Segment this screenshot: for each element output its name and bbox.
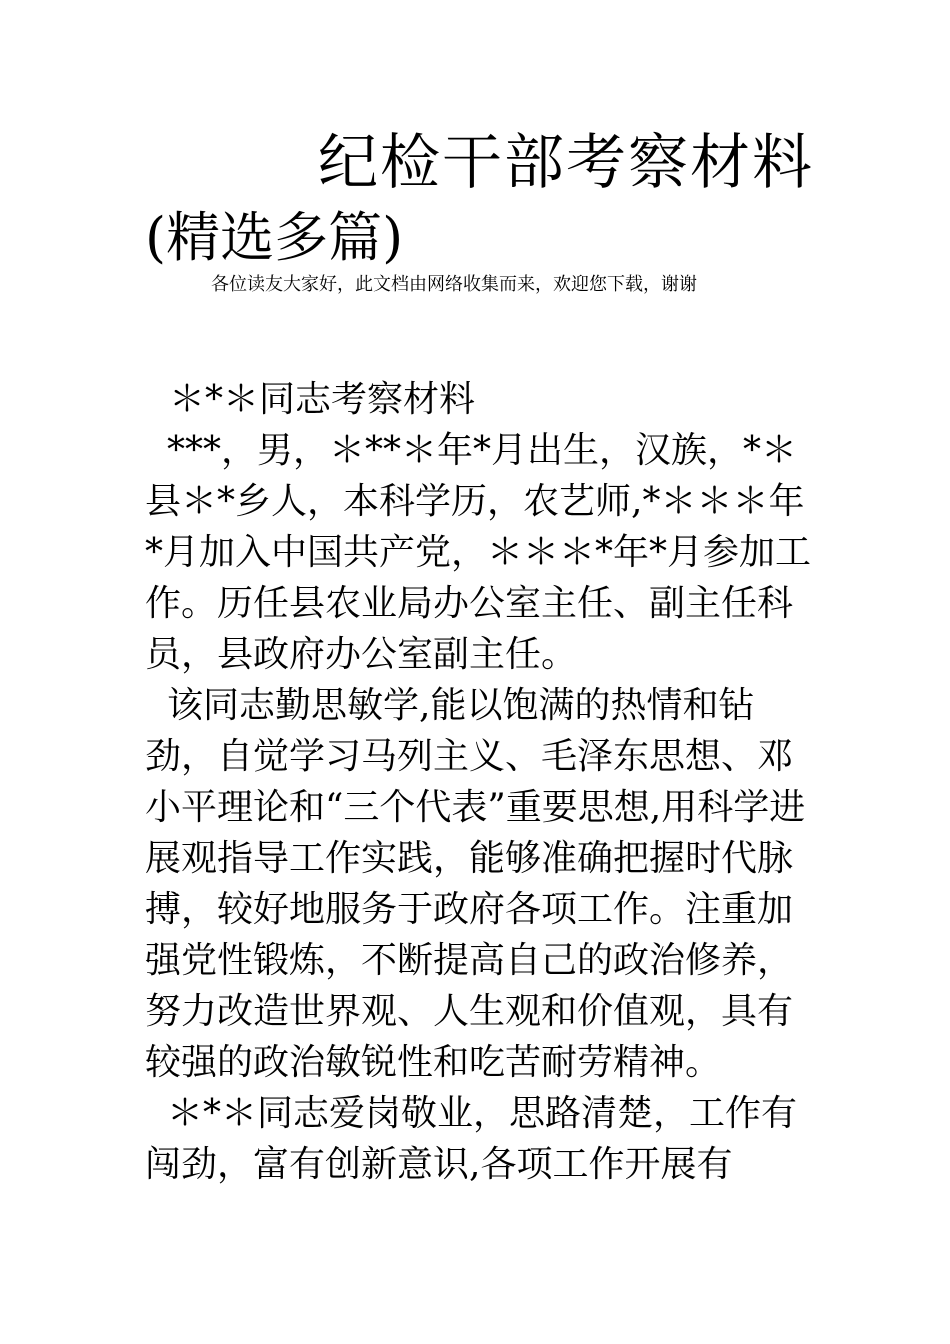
paragraph-profile: ***，男，＊**＊年*月出生，汉族，*＊县＊*乡人，本科学历，农艺师,*＊＊＊年*月加入中国共产党，＊＊＊*年*月参加工作。历任县农业局办公室主任、副主任科员，县政府办公室副主任。 [145, 430, 812, 675]
document-subtitle: (精选多篇) [145, 206, 404, 269]
document-body [145, 374, 811, 1190]
download-notice: 各位读友大家好，此文档由网络收集而来，欢迎您下载，谢谢 [211, 274, 697, 295]
document-title: 纪检干部考察材料 [318, 128, 814, 198]
section-heading: ＊*＊同志考察材料 [169, 379, 476, 420]
paragraph-work: ＊*＊同志爱岗敬业，思路清楚，工作有闯劲，富有创新意识,各项工作开展有 [145, 1093, 798, 1185]
paragraph-study: 该同志勤思敏学,能以饱满的热情和钻劲，自觉学习马列主义、毛泽东思想、邓小平理论和“三个代表”重要思想,用科学进展观指导工作实践，能够准确把握时代脉搏，较好地服务于政府各项工作。注重加强党性锻炼，不断提高自己的政治修养，努力改造世界观、人生观和价值观，具有较强的政治敏锐性和吃苦耐劳精神。 [145, 685, 806, 1083]
